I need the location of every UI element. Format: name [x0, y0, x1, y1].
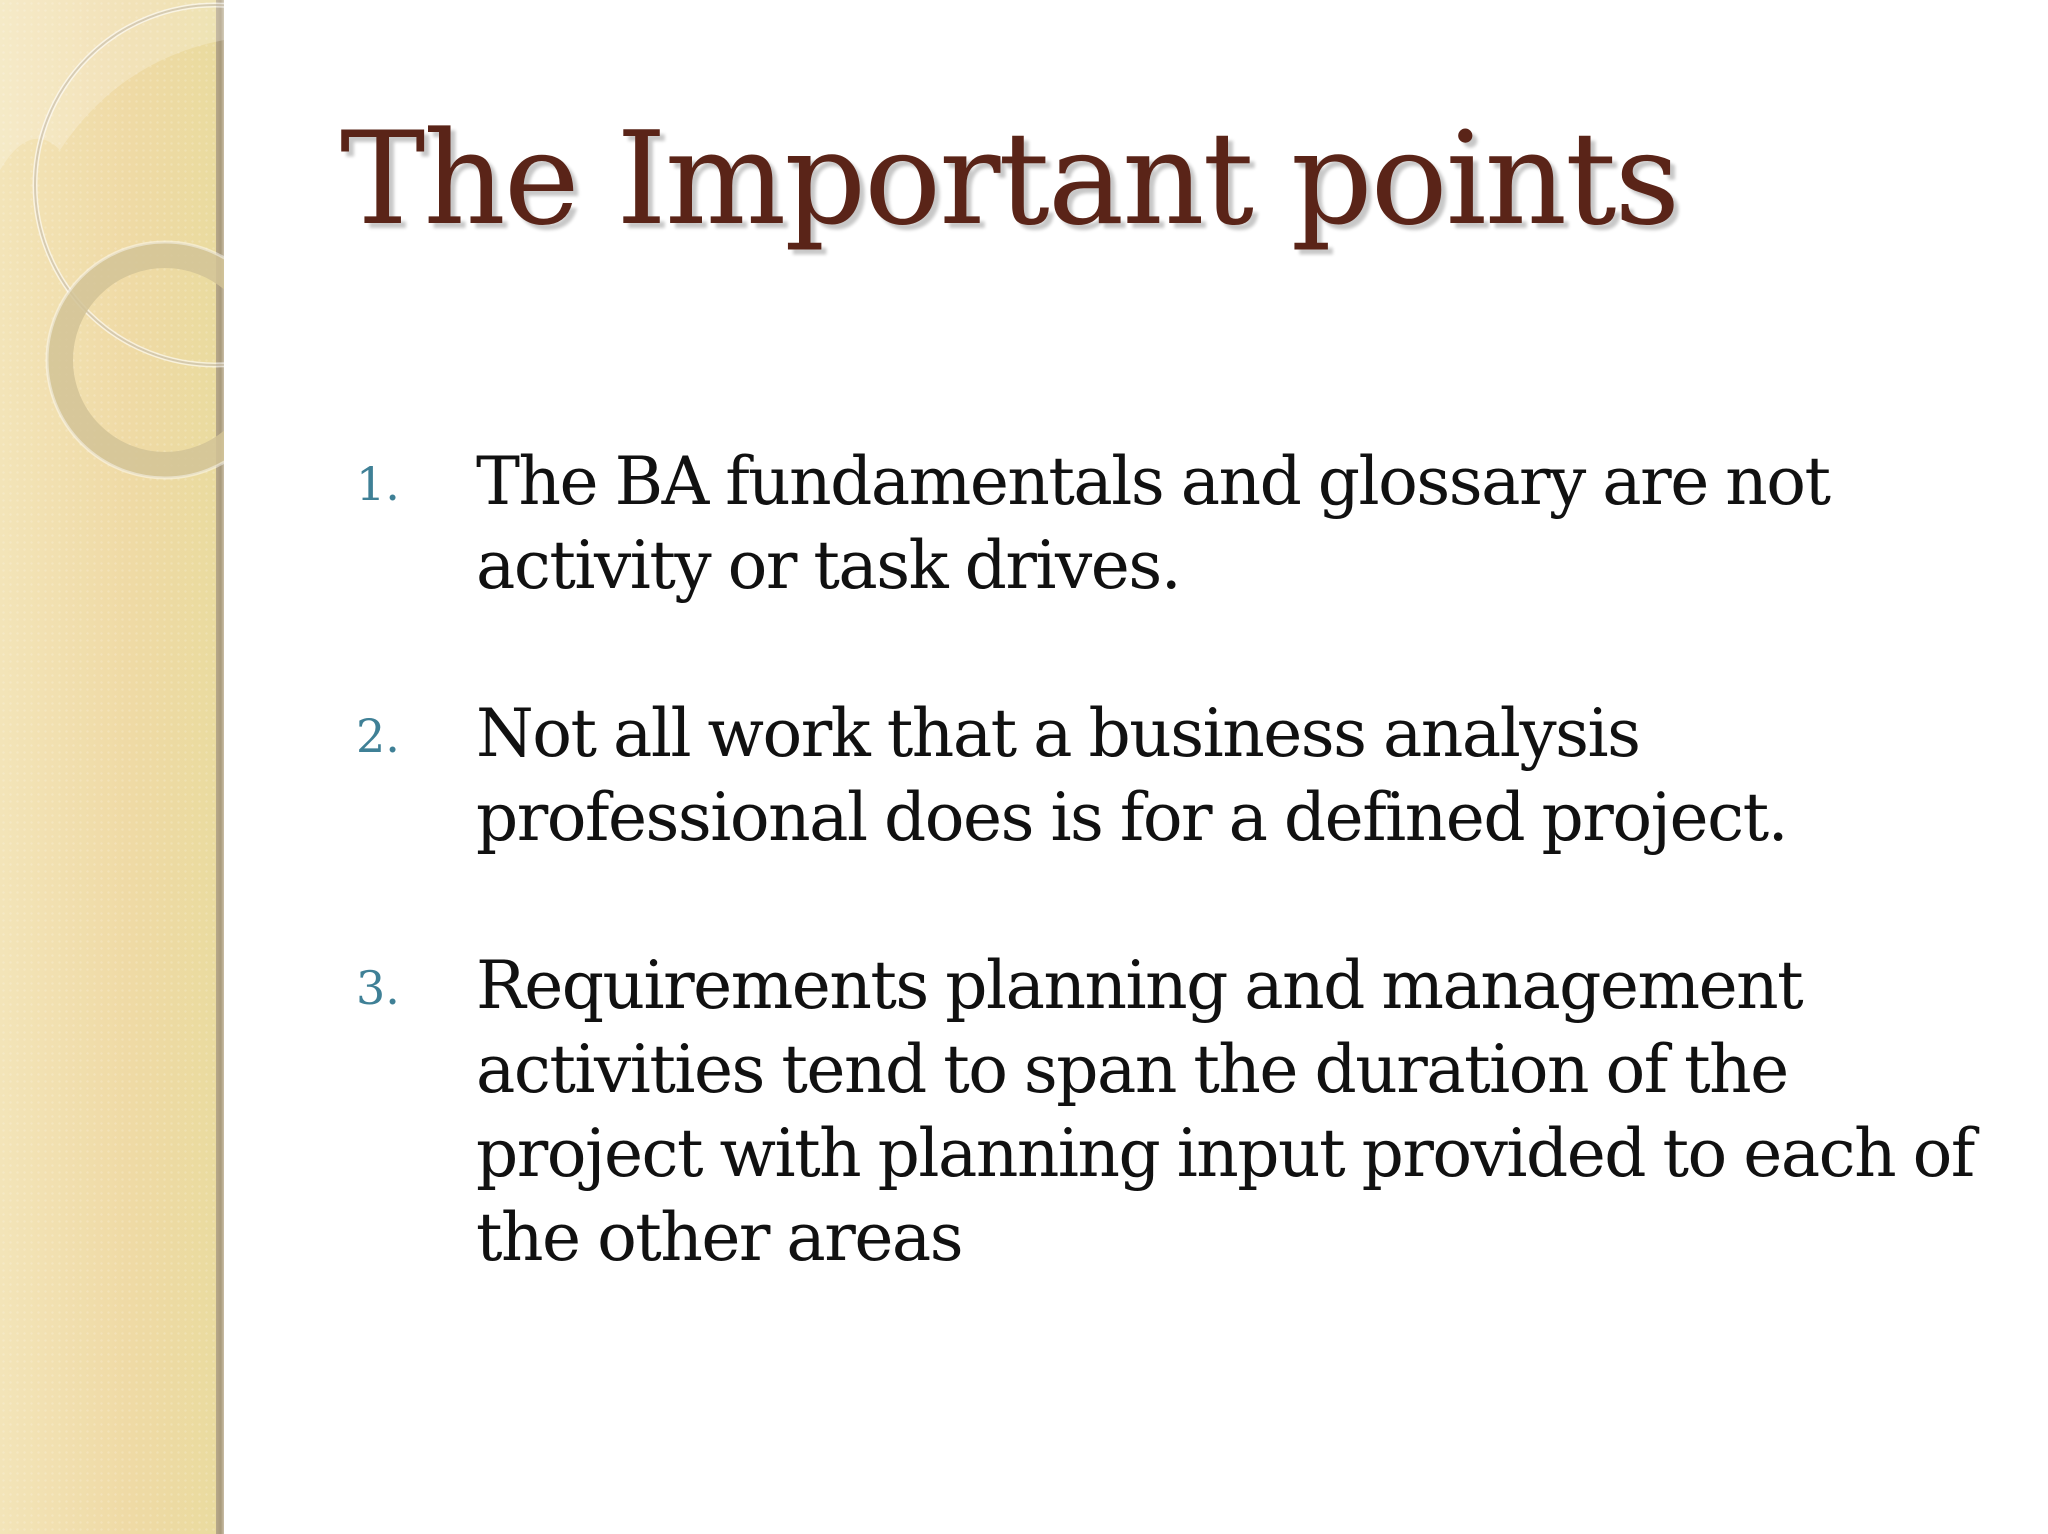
slide-title: The Important points	[340, 105, 1679, 254]
list-item-number: 3.	[356, 961, 400, 1015]
decorative-rings	[0, 0, 224, 520]
list-item-number: 2.	[356, 709, 400, 763]
list-item	[356, 440, 2026, 608]
list-item-text: Requirements planning and management activities tend to span the duration of the project with planning input provided to each of the other areas	[476, 947, 1974, 1276]
points-list	[356, 440, 2026, 1364]
list-item	[356, 692, 2026, 860]
list-item-text: The BA fundamentals and glossary are not activity or task drives.	[476, 443, 1830, 604]
list-item	[356, 944, 2026, 1280]
list-item-number: 1.	[356, 457, 400, 511]
list-item-text: Not all work that a business analysis professional does is for a defined project.	[476, 695, 1788, 856]
